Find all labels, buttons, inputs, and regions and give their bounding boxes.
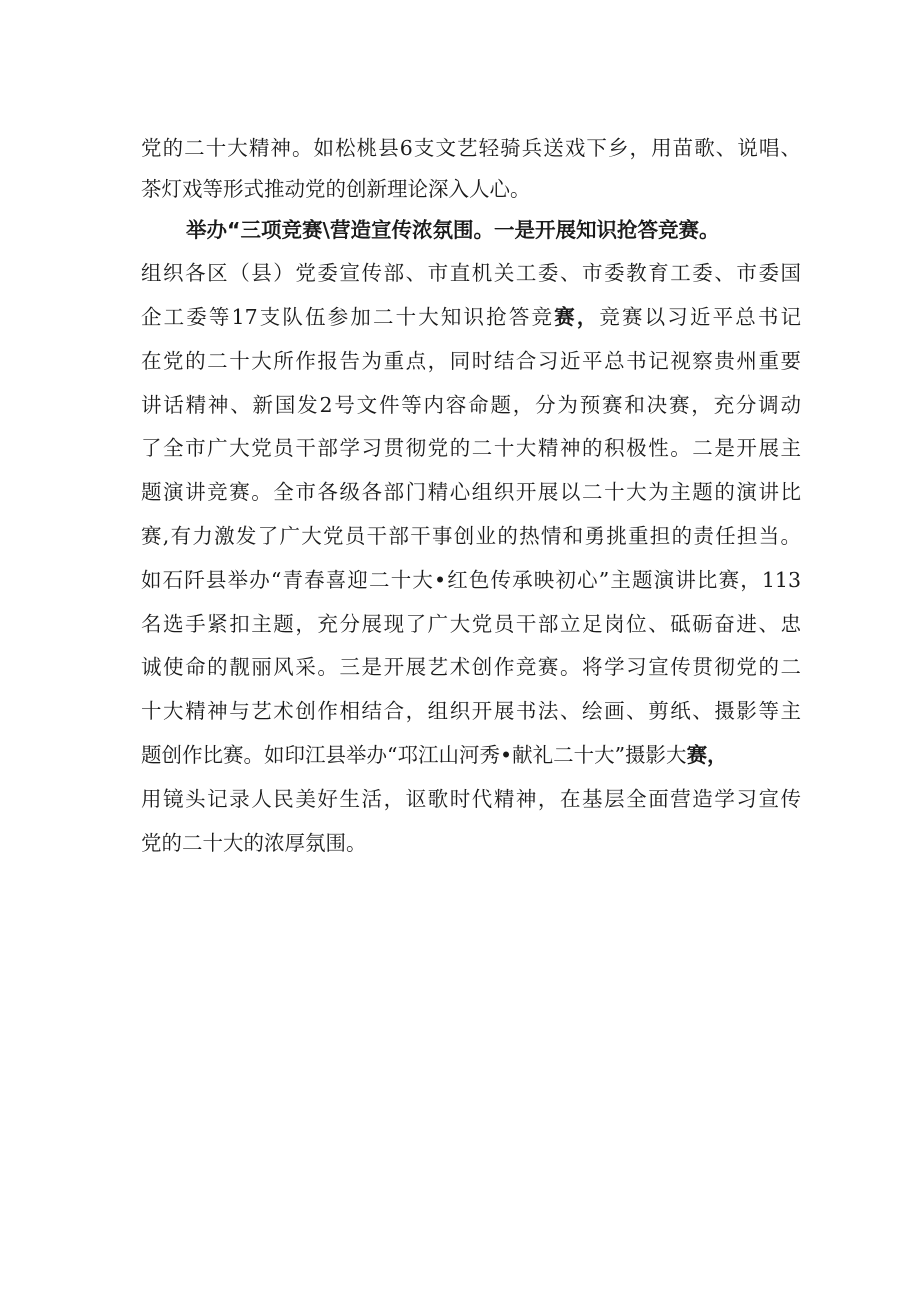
line-text: 十大精神与艺术创作相结合，组织开展书法、绘画、剪纸、摄影等主 [141,699,801,723]
line-text: 诚使命的靓丽风采。三是开展艺术创作竞赛。将学习宣传贯彻党的二 [141,655,801,679]
line-text: 用镜头记录人民美好生活，讴歌时代精神，在基层全面营造学习宣传 [141,787,801,811]
line-text: 赛,有力激发了广大党员干部干事创业的热情和勇挑重担的责任担当。 [141,524,801,548]
paragraph-line-14 [141,737,801,773]
paragraph-line-12 [141,649,801,685]
paragraph-line-5 [141,343,801,379]
line-text: 如石阡县举办“青春喜迎二十大•红色传承映初心”主题演讲比赛，113 [141,568,801,592]
line-text: 讲话精神、新国发2号文件等内容命题，分为预赛和决赛，充分调动 [141,393,801,417]
paragraph-line-16 [141,825,801,861]
paragraph-line-6 [141,387,801,423]
line-text: 名选手紧扣主题，充分展现了广大党员干部立足岗位、砥砺奋进、忠 [141,612,801,636]
paragraph-line-1 [141,130,801,166]
line-text: 党的二十大的浓厚氛围。 [141,831,367,855]
paragraph-line-4 [141,299,801,335]
line-text: 了全市广大党员干部学习贯彻党的二十大精神的积极性。二是开展主 [141,436,801,460]
paragraph-line-10 [141,562,801,598]
line-text: 企工委等17支队伍参加二十大知识抢答竞 [141,305,555,329]
line-text: 组织各区（县）党委宣传部、市直机关工委、市委教育工委、市委国 [141,261,801,285]
paragraph-line-2 [141,171,801,207]
line-text: 题创作比赛。如印江县举办“邛江山河秀•献礼二十大”摄影大 [141,743,687,767]
line-text: 茶灯戏等形式推动党的创新理论深入人心。 [141,177,531,201]
paragraph-line-3 [141,255,801,291]
section-heading-line [186,212,801,248]
line-text: 党的二十大精神。如松桃县6支文艺轻骑兵送戏下乡，用苗歌、说唱、 [141,136,801,160]
section-heading: 举办“三项竞赛\营造宣传浓氛围。一是开展知识抢答竞赛。 [186,218,720,242]
paragraph-line-8 [141,474,801,510]
paragraph-line-13 [141,693,801,729]
paragraph-line-15 [141,781,801,817]
paragraph-line-7 [141,430,801,466]
paragraph-line-9 [141,518,801,554]
line-text-tail: 竞赛以习近平总书记 [599,305,801,329]
line-text: 题演讲竞赛。全市各级各部门精心组织开展以二十大为主题的演讲比 [141,480,801,504]
paragraph-line-11 [141,606,801,642]
line-text: 在党的二十大所作报告为重点，同时结合习近平总书记视察贵州重要 [141,349,801,373]
bold-fragment: 赛， [554,305,600,329]
bold-fragment: 赛， [686,743,728,767]
